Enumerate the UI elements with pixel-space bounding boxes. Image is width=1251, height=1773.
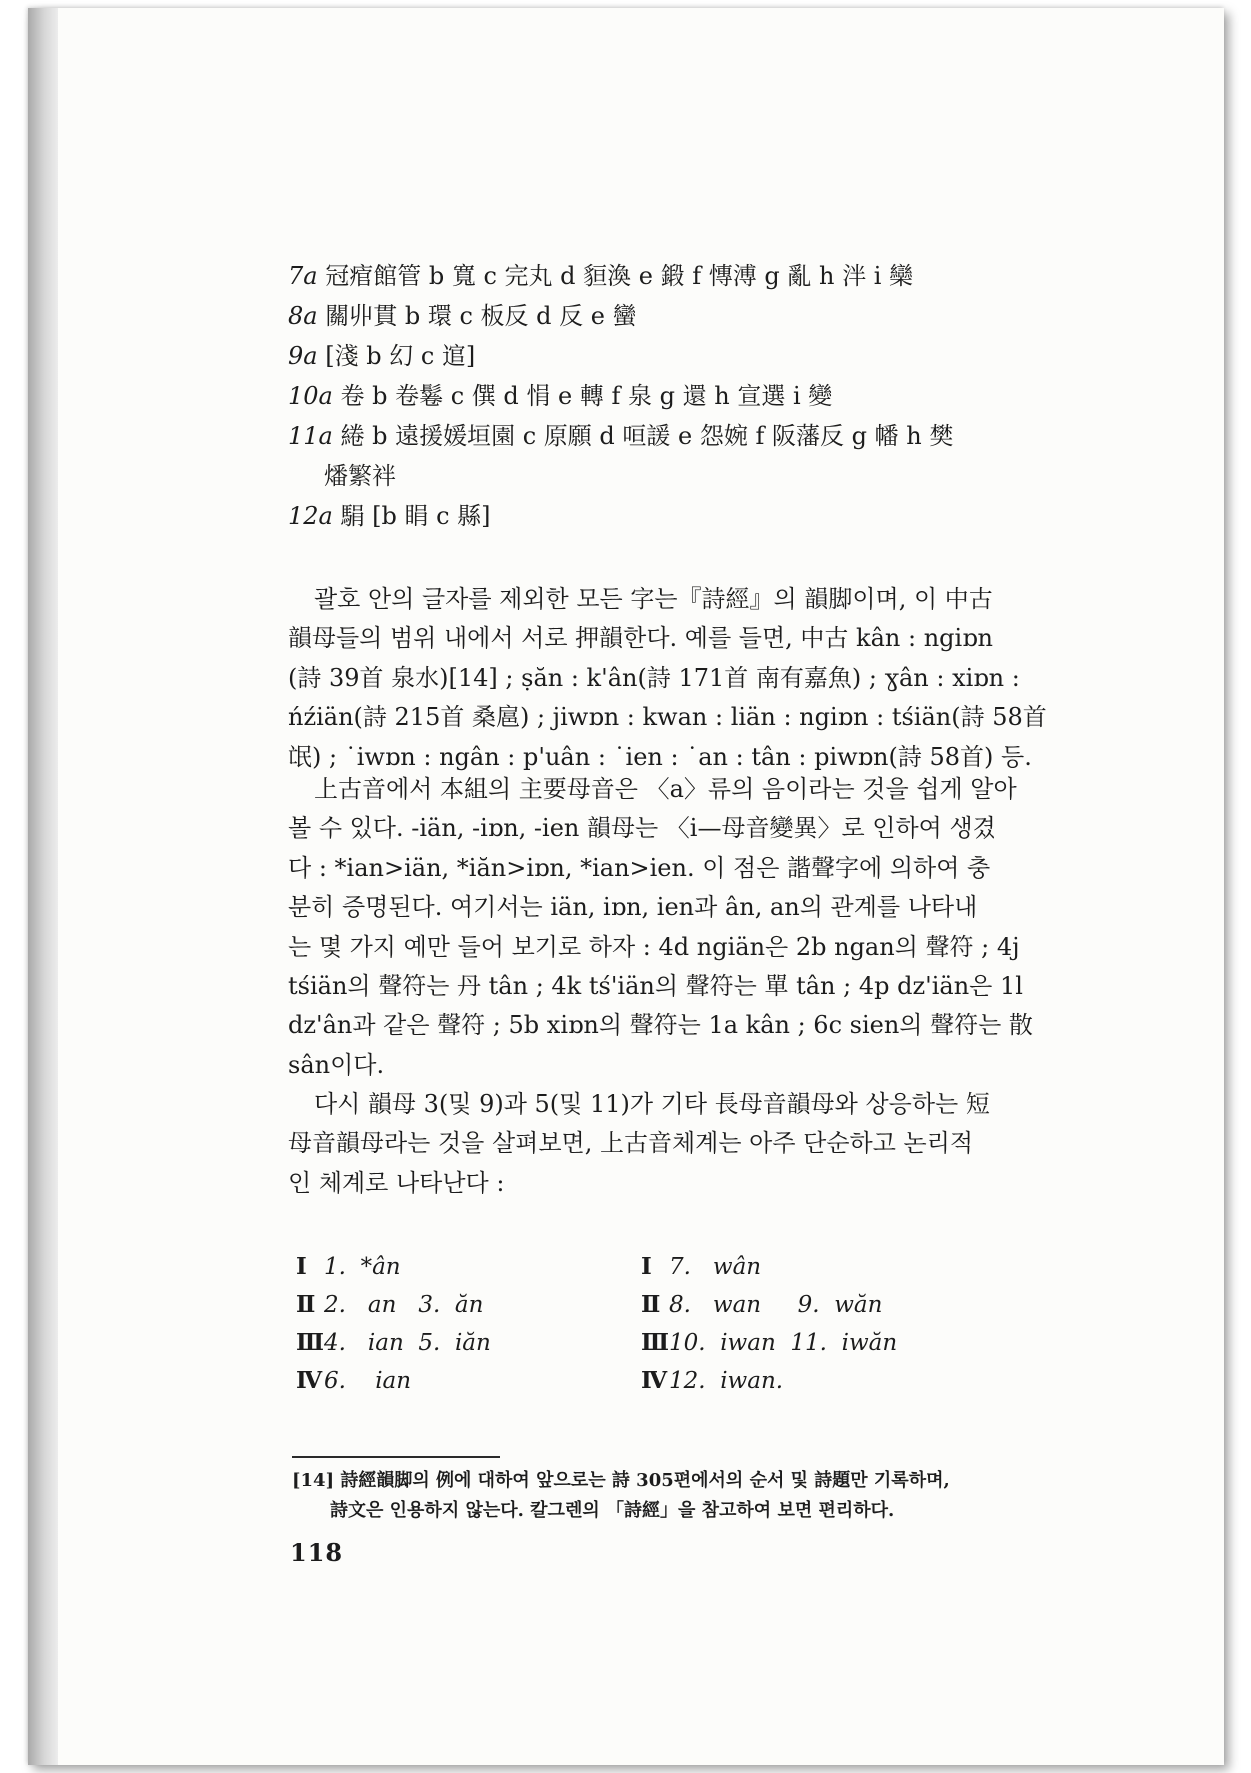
rhyme-label: 10a xyxy=(288,382,333,410)
system-row xyxy=(296,1286,897,1324)
rhyme-line xyxy=(288,376,953,416)
system-right-cell xyxy=(641,1324,897,1362)
text-line: 韻母들의 범위 내에서 서로 押韻한다. 예를 들면, 中古 kân : ngiɒn xyxy=(288,624,994,653)
text-line: 다시 韻母 3(및 9)과 5(및 11)가 기타 長母音韻母와 상응하는 短 xyxy=(314,1090,990,1118)
final-entry: 1. *ân xyxy=(324,1254,401,1280)
system-right-cell xyxy=(641,1248,761,1286)
system-left-cell xyxy=(296,1286,641,1324)
rhyme-label: 11a xyxy=(288,422,333,450)
text-line: tśiän의 聲符는 丹 tân ; 4k tś'iän의 聲符는 單 tân ; 4p dz'iän은 1l xyxy=(288,972,1023,1001)
rhyme-line xyxy=(288,256,953,296)
text-line: 母音韻母라는 것을 살펴보면, 上古音체계는 아주 단순하고 논리적 xyxy=(288,1129,974,1158)
system-left-cell xyxy=(296,1324,641,1362)
text-line: ńźiän(詩 215首 桑扈) ; jiwɒn : kwan : liän : ngiɒn : tśiän(詩 58首 xyxy=(288,703,1047,732)
text-line: 는 몇 가지 예만 들어 보기로 하자 : 4d ngiän은 2b ngan의 聲符 ; 4j xyxy=(288,932,1020,961)
footnote-line: [14] 詩經韻脚의 例에 대하여 앞으로는 詩 305편에서의 순서 및 詩題만 기록하며, xyxy=(292,1470,950,1491)
rhyme-line-continued xyxy=(288,456,953,496)
rhyme-line xyxy=(288,496,953,536)
text-line: 氓) ; ˙iwɒn : ngân : p'uân : ˙ien : ˙an : tân : piwɒn(詩 58首) 등. xyxy=(288,742,1032,771)
paragraph-system xyxy=(288,1085,990,1203)
division-numeral: Ⅲ xyxy=(641,1329,670,1356)
rhyme-line xyxy=(288,336,953,376)
rhyme-chars: 燔繁袢 xyxy=(324,462,396,490)
final-entry: 8. wan 9. wăn xyxy=(669,1292,883,1318)
system-row xyxy=(296,1362,897,1400)
rhyme-list xyxy=(288,256,953,536)
system-left-cell xyxy=(296,1362,641,1400)
final-entry: 12. iwan. xyxy=(669,1368,784,1394)
rhyme-chars: 綣 b 遠援媛垣園 c 原願 d 咺諼 e 怨婉 f 阪藩反 g 幡 h 樊 xyxy=(332,422,954,450)
division-numeral: Ⅲ xyxy=(296,1329,325,1356)
text-line: 분히 증명된다. 여기서는 iän, iɒn, ien과 ân, an의 관계를 나타내 xyxy=(288,893,978,922)
text-line: sân이다. xyxy=(288,1050,385,1079)
rhyme-chars: 駽 [b 睊 c 縣] xyxy=(332,502,491,530)
footnote-rule xyxy=(292,1456,500,1458)
rhyme-label: 7a xyxy=(288,262,318,290)
final-entry: 7. wân xyxy=(669,1254,762,1280)
rhyme-chars: [淺 b 幻 c 逭] xyxy=(317,342,476,370)
text-line: dz'ân과 같은 聲符 ; 5b xiɒn의 聲符는 1a kân ; 6c sien의 聲符는 散 xyxy=(288,1011,1033,1040)
rhyme-chars: 冠痯館管 b 寬 c 完丸 d 貆渙 e 鍛 f 慱溥 g 亂 h 泮 i 欒 xyxy=(317,262,914,290)
text-line: 괄호 안의 글자를 제외한 모든 字는『詩經』의 韻脚이며, 이 中古 xyxy=(314,585,993,613)
final-entry: 10. iwan 11. iwăn xyxy=(669,1330,898,1356)
system-left-cell xyxy=(296,1248,641,1286)
paragraph-rhyme-examples xyxy=(288,580,1047,777)
division-numeral: Ⅳ xyxy=(296,1367,323,1394)
text-line: 볼 수 있다. -iän, -iɒn, -ien 韻母는 〈i—母音變異〉로 인하여 생겼 xyxy=(288,814,996,843)
system-right-cell xyxy=(641,1362,783,1400)
paragraph-main-vowel xyxy=(288,770,1033,1085)
rhyme-line xyxy=(288,416,953,456)
division-numeral: Ⅳ xyxy=(641,1367,668,1394)
division-numeral: Ⅰ xyxy=(296,1253,307,1280)
text-line: (詩 39首 泉水)[14] ; ṣăn : k'ân(詩 171首 南有嘉魚) ; ɣân : xiɒn : xyxy=(288,663,1020,692)
division-numeral: Ⅱ xyxy=(641,1291,661,1318)
system-right-cell xyxy=(641,1286,882,1324)
rhyme-label: 9a xyxy=(288,342,318,370)
final-entry: 4. ian 5. iăn xyxy=(324,1330,491,1356)
book-spine xyxy=(28,8,58,1765)
division-numeral: Ⅱ xyxy=(296,1291,316,1318)
division-numeral: Ⅰ xyxy=(641,1253,652,1280)
system-row xyxy=(296,1248,897,1286)
system-row xyxy=(296,1324,897,1362)
vowel-system-table xyxy=(296,1248,897,1400)
footnote xyxy=(292,1466,950,1526)
final-entry: 6. ian xyxy=(324,1368,412,1394)
final-entry: 2. an 3. ăn xyxy=(324,1292,484,1318)
rhyme-chars: 卷 b 卷鬈 c 僎 d 悁 e 轉 f 泉 g 還 h 宣選 i 變 xyxy=(332,382,833,410)
rhyme-label: 8a xyxy=(288,302,318,330)
rhyme-label: 12a xyxy=(288,502,333,530)
text-line: 上古音에서 本組의 主要母音은 〈a〉류의 음이라는 것을 쉽게 알아 xyxy=(314,775,1017,803)
footnote-line: 詩文은 인용하지 않는다. 칼그렌의 「詩經」을 참고하여 보면 편리하다. xyxy=(330,1500,895,1521)
page-number: 118 xyxy=(290,1538,344,1567)
text-line: 다 : *ian>iän, *iăn>iɒn, *ian>ien. 이 점은 諧聲字에 의하여 충 xyxy=(288,853,991,882)
rhyme-line xyxy=(288,296,953,336)
text-line: 인 체계로 나타난다 : xyxy=(288,1168,505,1197)
rhyme-chars: 關丱貫 b 環 c 板反 d 反 e 蠻 xyxy=(317,302,637,330)
